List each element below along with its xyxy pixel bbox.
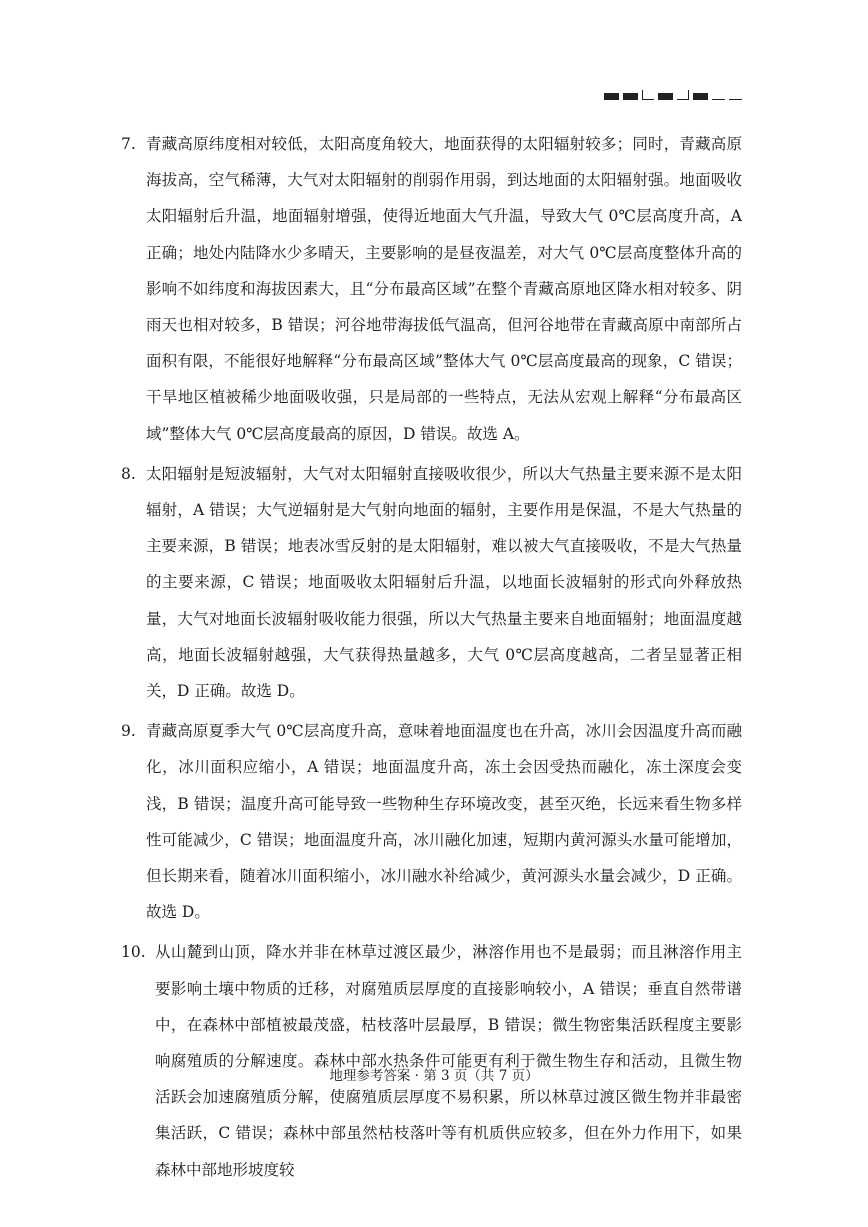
answer-number: 8.: [121, 464, 136, 483]
answer-number: 7.: [121, 135, 136, 153]
answer-number: 9.: [121, 722, 136, 741]
answer-item: [0, 934, 868, 1187]
mark-corner: [642, 90, 654, 100]
mark-block: [623, 93, 638, 100]
mark-line: [729, 92, 742, 100]
answer-item: [0, 126, 868, 452]
answer-text: 太阳辐射是短波辐射，大气对太阳辐射直接吸收很少，所以大气热量主要来源不是太阳辐射，A 错误；大气逆辐射是大气射向地面的辐射，主要作用是保温，不是大气热量的主要来源，B 错误；地表冰雪反射的是太阳辐射，难以被大气直接吸收，不是大气热量的主要来源，C 错误；地面吸收太阳辐射后升温，以地面长波辐射的形式向外释放热量，大气对地面长波辐射吸收能力很强，所以大气热量主要来自地面辐射；地面温度越高，地面长波辐射越强，大气获得热量越多，大气 0℃层高度越高，二者呈显著正相关，D 正确。故选 D。: [146, 464, 742, 701]
answer-text: 青藏高原夏季大气 0℃层高度升高，意味着地面温度也在升高，冰川会因温度升高而融化，冰川面积应缩小，A 错误；地面温度升高，冻土会因受热而融化，冻土深度会变浅，B 错误；温度升高可能导致一些物种生存环境改变，甚至灭绝，长远来看生物多样性可能减少，C 错误；地面温度升高，冰川融化加速，短期内黄河源头水量可能增加，但长期来看，随着冰川面积缩小，冰川融水补给减少，黄河源头水量会减少，D 正确。故选 D。: [146, 722, 742, 922]
mark-block: [693, 93, 708, 100]
answer-item: [0, 713, 868, 930]
mark-block: [658, 93, 673, 100]
header-code-mark-icon: [604, 90, 742, 100]
answer-list: [0, 126, 868, 1192]
page-footer: 地理参考答案 · 第 3 页（共 7 页）: [329, 1068, 539, 1084]
answer-number: 10.: [121, 943, 146, 962]
answer-item: [0, 456, 868, 709]
answer-text: 从山麓到山顶，降水并非在林草过渡区最少，淋溶作用也不是最弱；而且淋溶作用主要影响土壤中物质的迁移，对腐殖质层厚度的直接影响较小，A 错误；垂直自然带谱中，在森林中部植被最茂盛，枯枝落叶层最厚，B 错误；微生物密集活跃程度主要影响腐殖质的分解速度。森林中部水热条件可能更有利于微生物生存和活动，且微生物活跃会加速腐殖质分解，使腐殖质层厚度不易积累，所以林草过渡区微生物并非最密集活跃，C 错误；森林中部虽然枯枝落叶等有机质供应较多，但在外力作用下，如果森林中部地形坡度较: [155, 943, 742, 1179]
mark-corner: [677, 90, 689, 100]
mark-line: [712, 92, 725, 100]
answer-text: 青藏高原纬度相对较低，太阳高度角较大，地面获得的太阳辐射较多；同时，青藏高原海拔高，空气稀薄，大气对太阳辐射的削弱作用弱，到达地面的太阳辐射强。地面吸收太阳辐射后升温，地面辐射增强，使得近地面大气升温，导致大气 0℃层高度升高，A 正确；地处内陆降水少多晴天，主要影响的是昼夜温差，对大气 0℃层高度整体升高的影响不如纬度和海拔因素大，且“分布最高区域”在整个青藏高原地区降水相对较多、阴雨天也相对较多，B 错误；河谷地带海拔低气温高，但河谷地带在青藏高原中南部所占面积有限，不能很好地解释“分布最高区域”整体大气 0℃层高度最高的现象，C 错误；干旱地区植被稀少地面吸收强，只是局部的一些特点，无法从宏观上解释“分布最高区域”整体大气 0℃层高度最高的原因，D 错误。故选 A。: [146, 135, 742, 443]
mark-block: [604, 93, 619, 100]
